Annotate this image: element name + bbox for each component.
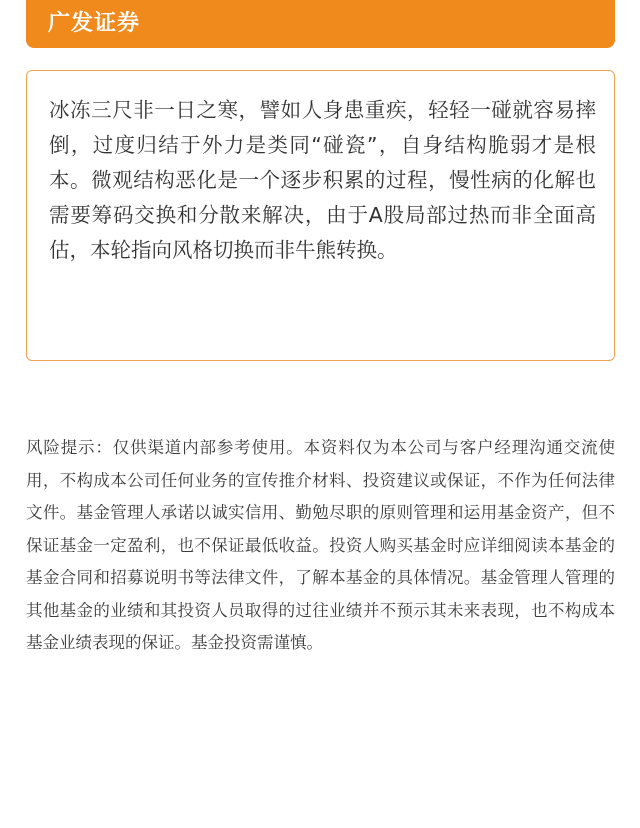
header-title: 广发证券 [48,11,141,36]
quote-box [26,70,615,361]
quote-text: 冰冻三尺非一日之寒，譬如人身患重疾，轻轻一碰就容易摔倒，过度归结于外力是类同“碰瓷”，自身结构脆弱才是根本。微观结构恶化是一个逐步积累的过程，慢性病的化解也需要筹码交换和分散来解决，由于A股局部过热而非全面高估，本轮指向风格切换而非牛熊转换。 [49,98,596,262]
risk-disclaimer: 风险提示：仅供渠道内部参考使用。本资料仅为本公司与客户经理沟通交流使用，不构成本公司任何业务的宣传推介材料、投资建议或保证，不作为任何法律文件。基金管理人承诺以诚实信用、勤勉尽职的原则管理和运用基金资产，但不保证基金一定盈利，也不保证最低收益。投资人购买基金时应详细阅读本基金的基金合同和招募说明书等法律文件，了解本基金的具体情况。基金管理人管理的其他基金的业绩和其投资人员取得的过往业绩并不预示其未来表现，也不构成本基金业绩表现的保证。基金投资需谨慎。 [26,438,615,652]
header-bar [26,0,615,48]
